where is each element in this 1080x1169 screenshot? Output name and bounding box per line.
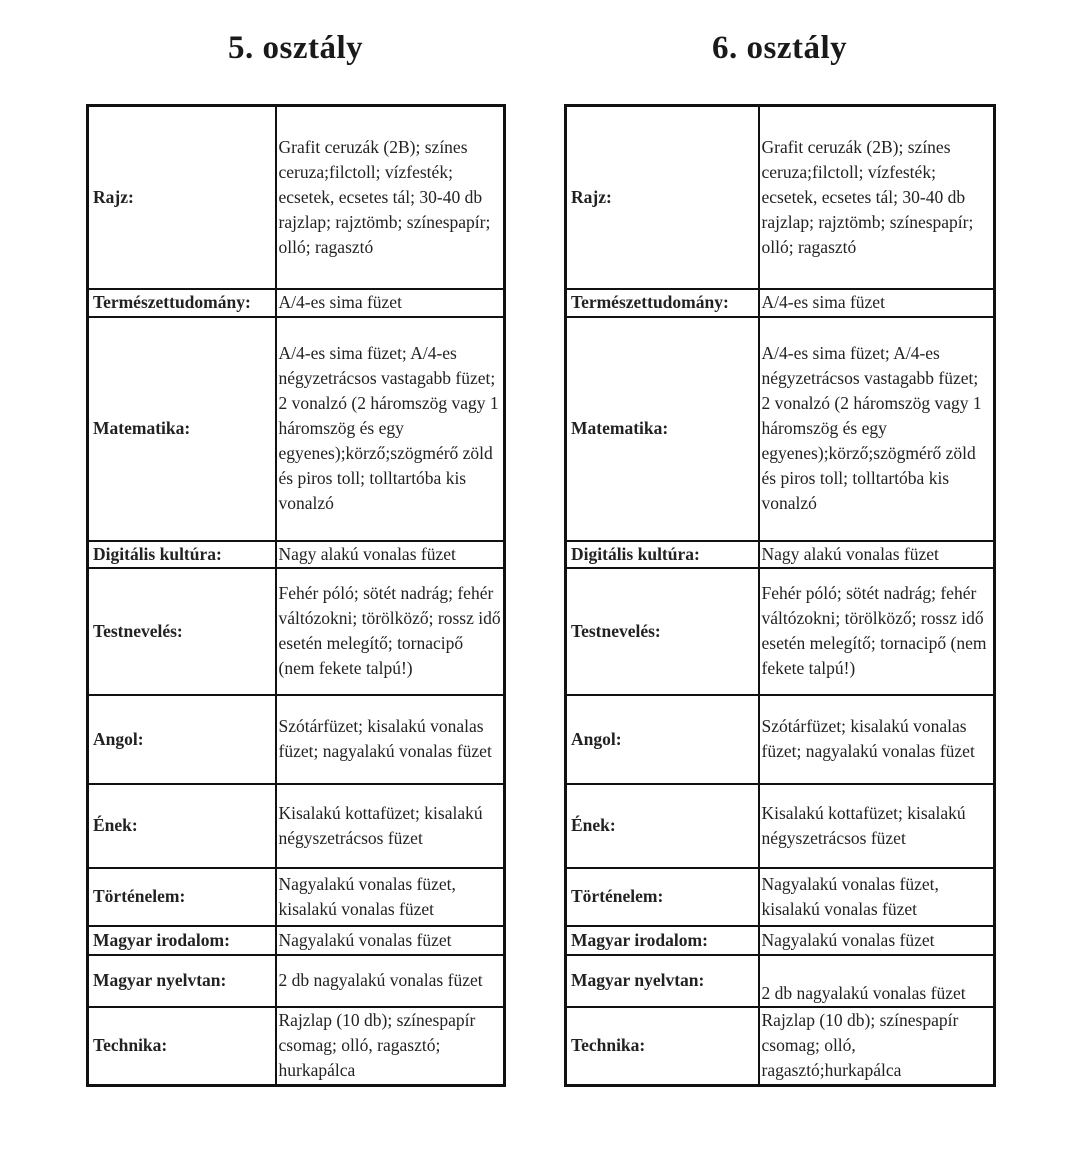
table-row	[566, 1007, 995, 1086]
table-row	[88, 317, 505, 541]
table-row	[88, 289, 505, 317]
table-row	[566, 317, 995, 541]
subject-label: Rajz:	[566, 106, 759, 289]
table-row	[566, 784, 995, 868]
subject-label: Történelem:	[566, 868, 759, 926]
subject-label: Digitális kultúra:	[88, 541, 276, 568]
supply-items: Kisalakú kottafüzet; kisalakú négyszetrácsos füzet	[759, 784, 995, 868]
table-row	[88, 955, 505, 1007]
supply-items: A/4-es sima füzet; A/4-es négyzetrácsos vastagabb füzet; 2 vonalzó (2 háromszög vagy 1 háromszög és egy egyenes);körző;szögmérő zöld és piros toll; tolltartóba kis vonalzó	[759, 317, 995, 541]
table-row	[566, 289, 995, 317]
subject-label: Ének:	[566, 784, 759, 868]
supply-items: Nagyalakú vonalas füzet, kisalakú vonalas füzet	[759, 868, 995, 926]
grade6-rows	[566, 106, 995, 1086]
supply-items: Rajzlap (10 db); színespapír csomag; olló, ragasztó;hurkapálca	[759, 1007, 995, 1086]
supply-items: Szótárfüzet; kisalakú vonalas füzet; nagyalakú vonalas füzet	[759, 695, 995, 784]
subject-label: Technika:	[88, 1007, 276, 1086]
table-row	[88, 106, 505, 289]
table-row	[566, 868, 995, 926]
table-row	[566, 695, 995, 784]
table-row	[566, 926, 995, 955]
supply-items: Grafit ceruzák (2B); színes ceruza;filctoll; vízfesték; ecsetek, ecsetes tál; 30-40 db rajzlap; rajztömb; színespapír; olló; ragasztó	[276, 106, 505, 289]
supply-items: 2 db nagyalakú vonalas füzet	[276, 955, 505, 1007]
subject-label: Angol:	[88, 695, 276, 784]
grade5-supply-table	[86, 104, 506, 1087]
subject-label: Digitális kultúra:	[566, 541, 759, 568]
supply-items: A/4-es sima füzet	[759, 289, 995, 317]
subject-label: Testnevelés:	[566, 568, 759, 695]
supply-items: Nagy alakú vonalas füzet	[276, 541, 505, 568]
supply-items: A/4-es sima füzet; A/4-es négyzetrácsos vastagabb füzet; 2 vonalzó (2 háromszög vagy 1 háromszög és egy egyenes);körző;szögmérő zöld és piros toll; tolltartóba kis vonalzó	[276, 317, 505, 541]
table-row	[88, 868, 505, 926]
subject-label: Angol:	[566, 695, 759, 784]
subject-label: Természettudomány:	[566, 289, 759, 317]
table-row	[88, 568, 505, 695]
subject-label: Technika:	[566, 1007, 759, 1086]
table-row	[88, 926, 505, 955]
table-row	[88, 695, 505, 784]
grade5-rows	[88, 106, 505, 1086]
subject-label: Magyar irodalom:	[566, 926, 759, 955]
supply-items: Grafit ceruzák (2B); színes ceruza;filctoll; vízfesték; ecsetek, ecsetes tál; 30-40 db rajzlap; rajztömb; színespapír; olló; ragasztó	[759, 106, 995, 289]
table-row	[88, 1007, 505, 1086]
table-row	[566, 955, 995, 1007]
table-row	[566, 568, 995, 695]
subject-label: Magyar irodalom:	[88, 926, 276, 955]
grade5-title: 5. osztály	[228, 30, 364, 66]
subject-label: Testnevelés:	[88, 568, 276, 695]
supply-items: 2 db nagyalakú vonalas füzet	[759, 955, 995, 1007]
subject-label: Magyar nyelvtan:	[566, 955, 759, 1007]
supply-items: Fehér póló; sötét nadrág; fehér váltózokni; törölköző; rossz idő esetén melegítő; tornacipő (nem fekete talpú!)	[759, 568, 995, 695]
supply-items: Szótárfüzet; kisalakú vonalas füzet; nagyalakú vonalas füzet	[276, 695, 505, 784]
supply-items: Nagyalakú vonalas füzet, kisalakú vonalas füzet	[276, 868, 505, 926]
grade6-title: 6. osztály	[712, 30, 848, 66]
supply-items: Rajzlap (10 db); színespapír csomag; olló, ragasztó; hurkapálca	[276, 1007, 505, 1086]
supply-items: A/4-es sima füzet	[276, 289, 505, 317]
table-row	[88, 541, 505, 568]
table-row	[88, 784, 505, 868]
subject-label: Természettudomány:	[88, 289, 276, 317]
subject-label: Matematika:	[566, 317, 759, 541]
subject-label: Rajz:	[88, 106, 276, 289]
subject-label: Magyar nyelvtan:	[88, 955, 276, 1007]
supply-items: Kisalakú kottafüzet; kisalakú négyszetrácsos füzet	[276, 784, 505, 868]
supply-items: Fehér póló; sötét nadrág; fehér váltózokni; törölköző; rossz idő esetén melegítő; tornacipő (nem fekete talpú!)	[276, 568, 505, 695]
table-row	[566, 541, 995, 568]
subject-label: Történelem:	[88, 868, 276, 926]
grade6-supply-table	[564, 104, 996, 1087]
supply-items: Nagyalakú vonalas füzet	[276, 926, 505, 955]
table-row	[566, 106, 995, 289]
subject-label: Ének:	[88, 784, 276, 868]
supply-items: Nagyalakú vonalas füzet	[759, 926, 995, 955]
subject-label: Matematika:	[88, 317, 276, 541]
supply-items: Nagy alakú vonalas füzet	[759, 541, 995, 568]
